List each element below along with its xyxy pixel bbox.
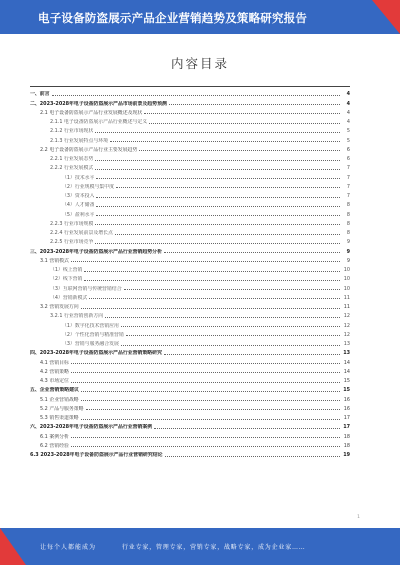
toc-dot-leader xyxy=(95,169,340,170)
toc-dot-leader xyxy=(86,409,340,410)
toc-entry-label: （2）个性化营销与精准营销 xyxy=(62,331,124,338)
toc-entry[interactable] xyxy=(30,393,350,402)
toc-dot-leader xyxy=(139,150,340,151)
toc-dot-leader xyxy=(95,160,340,161)
toc-dot-leader xyxy=(121,345,340,346)
toc-entry[interactable] xyxy=(30,384,350,393)
toc-dot-leader xyxy=(95,243,340,244)
toc-entry-page: 12 xyxy=(343,313,350,320)
toc-entry-label: 五、企业营销策略建议 xyxy=(30,387,79,394)
toc-entry[interactable] xyxy=(30,356,350,365)
toc-entry-page: 8 xyxy=(346,230,350,236)
toc-entry[interactable] xyxy=(30,310,350,319)
toc-entry-label: 2.2.3 行业市场规模 xyxy=(50,220,94,227)
toc-dot-leader xyxy=(71,382,340,383)
toc-entry-page: 10 xyxy=(343,276,350,283)
toc-entry[interactable] xyxy=(30,403,350,412)
toc-dot-leader xyxy=(169,104,340,105)
toc-entry-page: 8 xyxy=(346,202,350,209)
toc-entry-label: 5.2 产品与服务策略 xyxy=(40,405,84,412)
toc-entry-label: 4.3 市场定位 xyxy=(40,378,69,384)
toc-entry-page: 10 xyxy=(343,285,350,292)
toc-entry-label: 2.1.2 行业市场现状 xyxy=(50,128,94,135)
toc-entry-label: 2.2.5 行业市场竞争 xyxy=(50,239,94,246)
footer-slogan: 让每个人都能成为 xyxy=(40,544,97,551)
toc-entry-label: 3.2.1 行业营销创新方向 xyxy=(50,313,104,320)
toc-dot-leader xyxy=(96,206,340,207)
toc-dot-leader xyxy=(52,95,340,96)
toc-entry-page: 19 xyxy=(343,452,350,458)
toc-dot-leader xyxy=(96,178,340,179)
toc-entry-label: 四、2023-2028年电子设备防盗展示产品行业营销策略研究 xyxy=(30,350,162,357)
toc-entry-label: 5.3 销售渠道策略 xyxy=(40,415,79,421)
toc-entry-page: 7 xyxy=(346,165,350,172)
toc-entry-page: 14 xyxy=(343,368,350,375)
toc-entry-page: 9 xyxy=(346,257,350,264)
toc-dot-leader xyxy=(96,215,340,216)
toc-entry-label: 2.1.1 电子设备防盗展示产品行业概述与定义 xyxy=(50,119,148,125)
toc-entry-label: 一、前言 xyxy=(30,91,50,98)
toc-entry[interactable] xyxy=(30,273,350,282)
toc-dot-leader xyxy=(95,132,340,133)
toc-entry[interactable] xyxy=(30,116,350,125)
toc-entry[interactable] xyxy=(30,301,350,310)
toc-entry[interactable] xyxy=(30,292,350,301)
toc-dot-leader xyxy=(71,363,340,364)
toc-entry[interactable] xyxy=(30,319,350,328)
toc-entry-page: 4 xyxy=(346,100,350,107)
toc-entry-page: 4 xyxy=(346,91,350,98)
toc-entry[interactable] xyxy=(30,181,350,190)
toc-entry[interactable] xyxy=(30,255,350,264)
toc-entry-page: 4 xyxy=(346,109,350,116)
toc-entry-label: 4.2 营销策略 xyxy=(40,368,69,375)
toc-entry-page: 18 xyxy=(343,433,350,440)
toc-entry[interactable] xyxy=(30,282,350,291)
toc-dot-leader xyxy=(81,308,340,309)
toc-entry[interactable] xyxy=(30,366,350,375)
toc-entry-page: 15 xyxy=(343,387,350,394)
toc-entry[interactable] xyxy=(30,88,350,97)
toc-entry-page: 6 xyxy=(346,146,350,153)
toc-entry-page: 12 xyxy=(343,322,350,329)
toc-entry-page: 15 xyxy=(343,378,350,384)
toc-entry-label: （2）行业规模与集中度 xyxy=(62,183,115,190)
toc-entry-label: 2.2.4 行业发展前景及增长点 xyxy=(50,230,113,236)
toc-dot-leader xyxy=(71,437,340,438)
toc-entry[interactable] xyxy=(30,430,350,439)
toc-entry-page: 9 xyxy=(346,239,350,246)
toc-dot-leader xyxy=(84,271,340,272)
toc-entry[interactable] xyxy=(30,440,350,449)
toc-dot-leader xyxy=(154,428,340,429)
toc-entry-page: 17 xyxy=(343,424,350,431)
toc-entry-page: 7 xyxy=(346,174,350,181)
toc-entry-page: 5 xyxy=(346,128,350,135)
toc-entry-label: 二、2023-2028年电子设备防盗展示产品市场前景及趋势预测 xyxy=(30,100,167,107)
toc-entry-label: （4）营销新模式 xyxy=(50,294,88,301)
toc-dot-leader xyxy=(144,113,340,114)
toc-entry-label: 三、2023-2028年电子设备防盗展示产品行业营销趋势分析 xyxy=(30,248,162,255)
toc-dot-leader xyxy=(96,197,340,198)
toc-entry-page: 5 xyxy=(346,137,350,144)
toc-dot-leader xyxy=(110,141,340,142)
toc-entry-page: 10 xyxy=(343,267,350,273)
toc-dot-leader xyxy=(81,400,340,401)
toc-entry-label: （3）营销与服务融合发展 xyxy=(62,341,119,347)
toc-dot-leader xyxy=(81,391,340,392)
toc-dot-leader xyxy=(71,372,340,373)
toc-entry[interactable] xyxy=(30,208,350,217)
table-of-contents xyxy=(30,88,350,458)
toc-entry[interactable] xyxy=(30,218,350,227)
toc-dot-leader xyxy=(126,335,340,336)
toc-entry[interactable] xyxy=(30,338,350,347)
toc-entry-page: 4 xyxy=(346,119,350,125)
toc-entry[interactable] xyxy=(30,412,350,421)
footer-roles: 行业专家，管理专家，营销专家，战略专家，成为企业家…… xyxy=(122,544,306,551)
toc-entry-label: 2.1 电子设备防盗展示产品行业发展概述及现状 xyxy=(40,109,143,116)
toc-entry-page: 8 xyxy=(346,220,350,227)
toc-entry[interactable] xyxy=(30,236,350,245)
toc-entry-page: 7 xyxy=(346,193,350,199)
toc-entry-label: 2.2.1 行业发展态势 xyxy=(50,156,94,162)
toc-entry[interactable] xyxy=(30,449,350,458)
page-number: 1 xyxy=(357,515,360,520)
toc-entry-page: 16 xyxy=(343,405,350,412)
toc-entry[interactable] xyxy=(30,153,350,162)
toc-entry[interactable] xyxy=(30,97,350,106)
toc-entry-page: 18 xyxy=(343,442,350,449)
toc-dot-leader xyxy=(165,456,340,457)
toc-entry-page: 11 xyxy=(343,304,350,310)
toc-dot-leader xyxy=(105,317,340,318)
toc-dot-leader xyxy=(115,234,340,235)
toc-entry[interactable] xyxy=(30,227,350,236)
toc-entry-label: 6.2 营销经验 xyxy=(40,442,69,449)
toc-entry[interactable] xyxy=(30,421,350,430)
report-title: 电子设备防盗展示产品企业营销趋势及策略研究报告 xyxy=(38,11,308,25)
toc-dot-leader xyxy=(95,224,340,225)
toc-entry[interactable] xyxy=(30,171,350,180)
toc-entry-label: 六、2023-2028年电子设备防盗展示产品行业营销案例 xyxy=(30,424,153,431)
toc-entry-page: 12 xyxy=(343,331,350,338)
toc-dot-leader xyxy=(71,446,340,447)
toc-entry-label: （4）人才储备 xyxy=(62,202,95,209)
toc-entry-page: 17 xyxy=(343,415,350,421)
toc-entry[interactable] xyxy=(30,245,350,254)
toc-dot-leader xyxy=(124,289,340,290)
toc-entry-label: （1）技术水平 xyxy=(62,174,95,181)
toc-entry-label: （1）数字化技术营销应用 xyxy=(62,322,119,329)
toc-entry[interactable] xyxy=(30,190,350,199)
toc-entry[interactable] xyxy=(30,264,350,273)
toc-dot-leader xyxy=(149,123,340,124)
toc-dot-leader xyxy=(81,419,340,420)
toc-entry-label: 4.1 营销目标 xyxy=(40,359,69,366)
toc-entry-label: 2.2.2 行业发展模式 xyxy=(50,165,94,172)
toc-entry[interactable] xyxy=(30,134,350,143)
toc-entry-page: 11 xyxy=(343,294,350,301)
toc-dot-leader xyxy=(121,326,340,327)
report-header xyxy=(0,0,400,34)
toc-dot-leader xyxy=(89,298,340,299)
toc-dot-leader xyxy=(164,252,340,253)
toc-entry-label: 3.1 营销模式 xyxy=(40,257,69,264)
toc-entry-label: 5.1 企业营销战略 xyxy=(40,396,79,403)
toc-entry-page: 16 xyxy=(343,396,350,403)
toc-dot-leader xyxy=(71,261,340,262)
toc-entry-label: 6.3 2023-2028年电子设备防盗展示产品行业营销研究结论 xyxy=(30,452,163,458)
toc-entry-page: 14 xyxy=(343,359,350,366)
toc-entry-label: （5）盈利水平 xyxy=(62,211,95,218)
toc-dot-leader xyxy=(164,354,340,355)
header-red-corner xyxy=(372,0,400,34)
toc-entry-page: 7 xyxy=(346,183,350,190)
toc-title: 内容目录 xyxy=(170,56,229,71)
toc-entry[interactable] xyxy=(30,162,350,171)
toc-entry-label: 3.2 营销发展方向 xyxy=(40,304,79,310)
toc-entry-page: 13 xyxy=(343,350,350,357)
toc-dot-leader xyxy=(116,187,340,188)
toc-entry-label: 2.1.3 行业发展特点与环境 xyxy=(50,137,109,144)
toc-entry[interactable] xyxy=(30,199,350,208)
toc-entry-label: （3）互联网营销与传统营销结合 xyxy=(50,285,122,292)
toc-entry-label: 6.1 案例分析 xyxy=(40,433,69,440)
toc-entry-page: 9 xyxy=(346,248,350,255)
toc-entry-label: （2）线下营销 xyxy=(50,276,83,283)
toc-entry[interactable] xyxy=(30,347,350,356)
toc-entry[interactable] xyxy=(30,144,350,153)
toc-entry-page: 6 xyxy=(346,156,350,162)
toc-entry-page: 13 xyxy=(343,341,350,347)
toc-entry[interactable] xyxy=(30,375,350,384)
footer-red-corner xyxy=(0,528,26,565)
toc-entry-label: （3）资本投入 xyxy=(62,193,95,199)
toc-entry-label: 2.2 电子设备防盗展示产品行业主要发展趋势 xyxy=(40,146,138,153)
toc-divider xyxy=(30,86,350,87)
toc-entry-page: 8 xyxy=(346,211,350,218)
toc-dot-leader xyxy=(84,280,340,281)
toc-entry-label: （1）线上营销 xyxy=(50,267,83,273)
toc-entry[interactable] xyxy=(30,107,350,116)
toc-entry[interactable] xyxy=(30,125,350,134)
report-footer xyxy=(0,528,400,565)
toc-entry[interactable] xyxy=(30,329,350,338)
